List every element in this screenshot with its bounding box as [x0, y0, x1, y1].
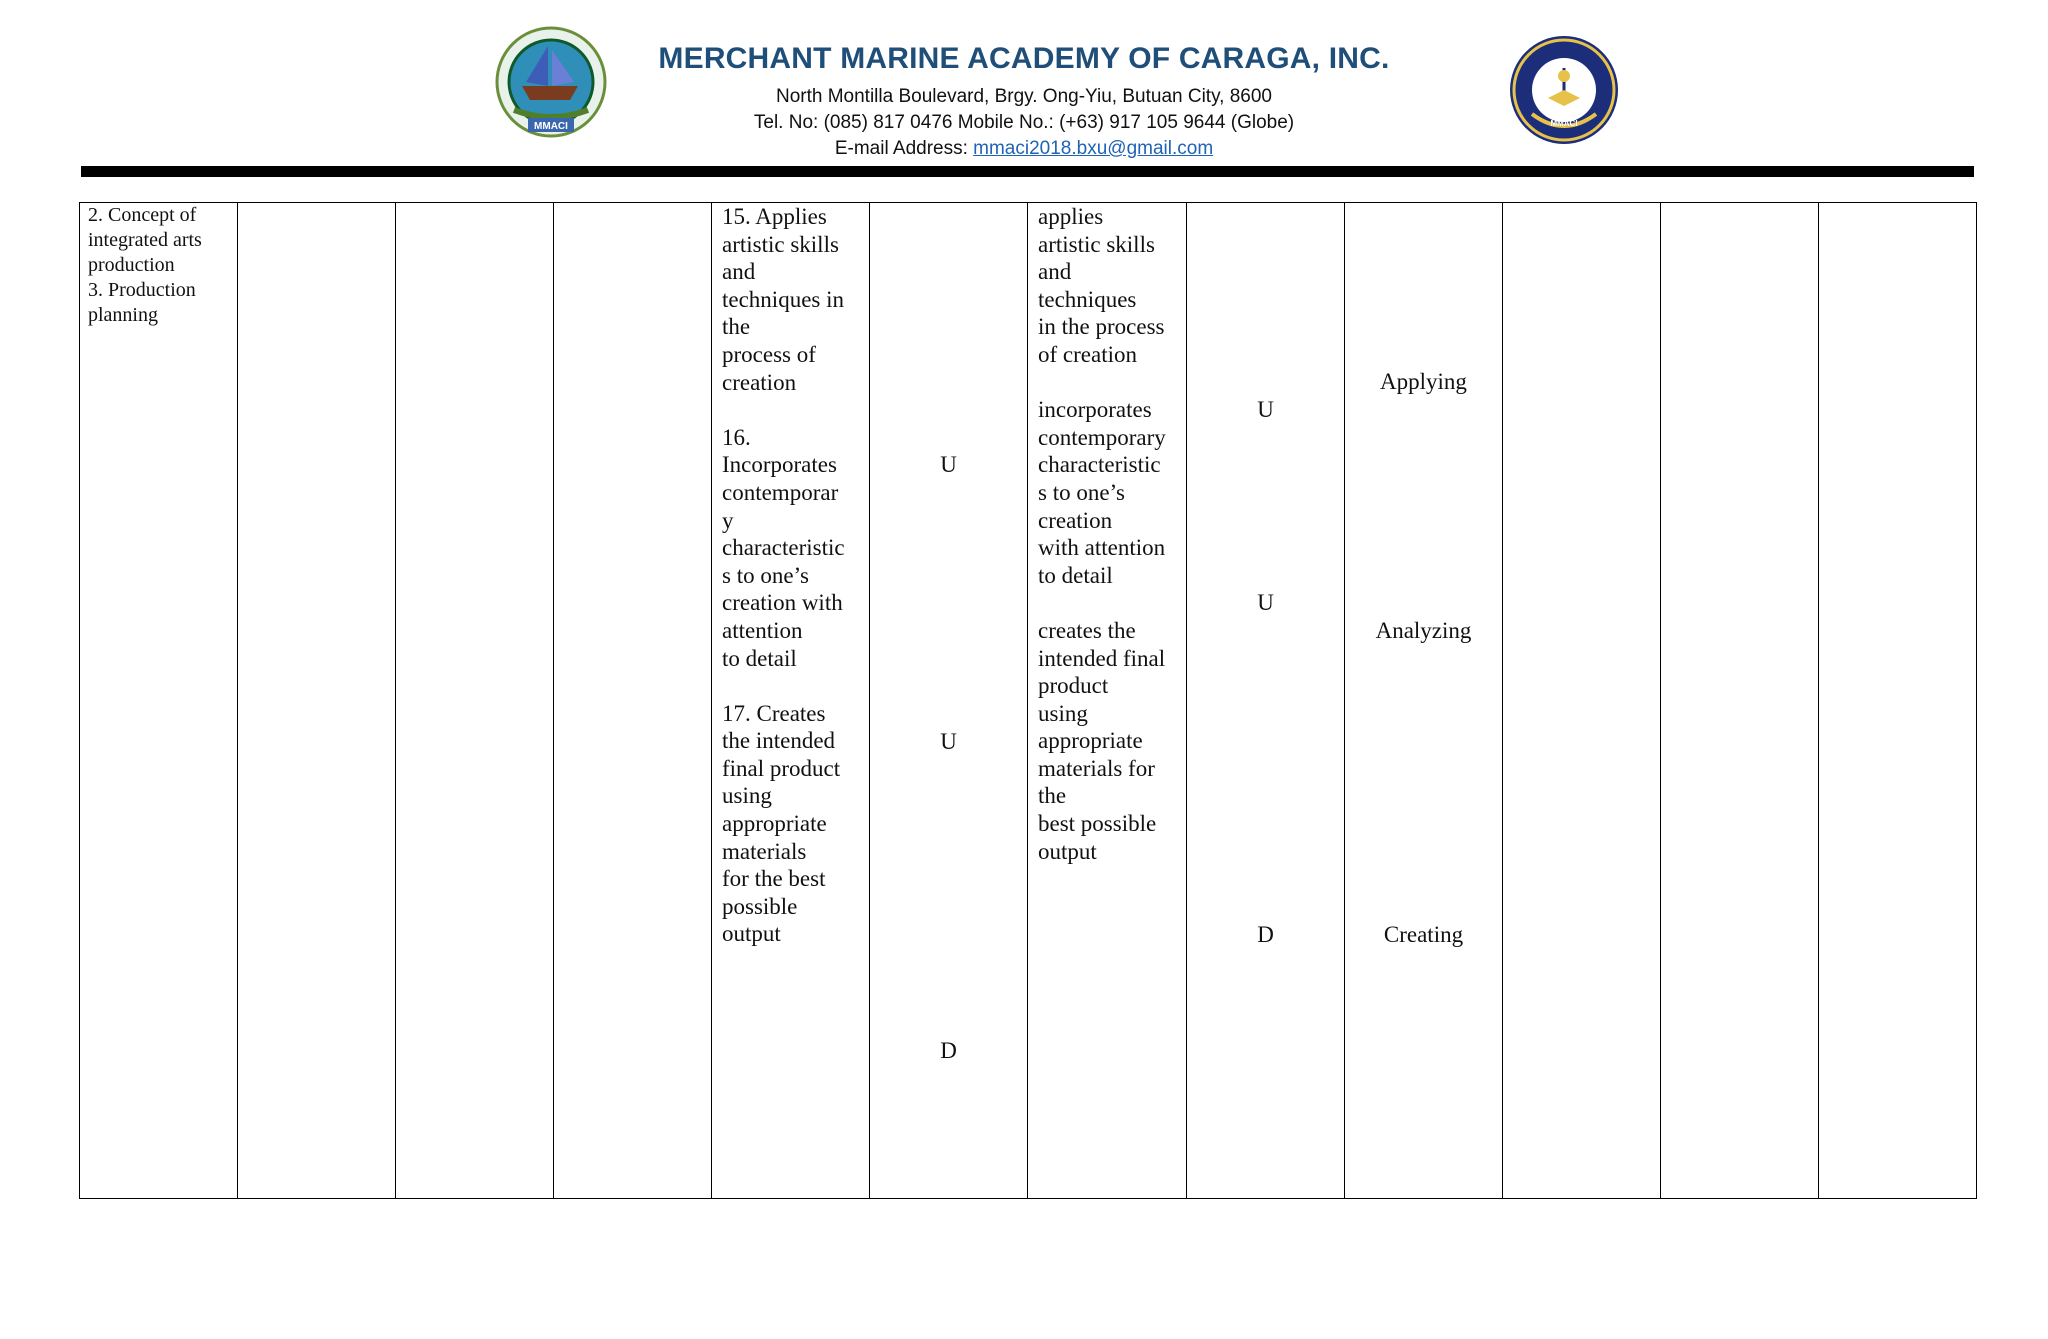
criteria-item	[1038, 617, 1176, 865]
school-email-line	[0, 138, 2048, 160]
competency-item-line: 17. Creates	[722, 700, 826, 726]
curriculum-table-wrapper	[79, 202, 1977, 1199]
curriculum-table	[79, 202, 1977, 1199]
cognitive-levels-cell	[1345, 203, 1503, 1199]
empty-cell	[396, 203, 554, 1199]
criteria-item-line: techniques	[1038, 286, 1137, 312]
criteria-item-line: artistic skills	[1038, 231, 1155, 257]
competency-mark: U	[940, 729, 957, 754]
competency-item-line: and	[722, 259, 756, 285]
empty-cell	[1661, 203, 1819, 1199]
competency-mark: D	[940, 1038, 957, 1063]
competency-item-line: techniques in	[722, 286, 844, 312]
criteria-item-line: intended final	[1038, 645, 1166, 671]
competency-item-line: creation	[722, 369, 797, 395]
criteria-cell	[1028, 203, 1187, 1199]
criteria-item-line: materials for	[1038, 755, 1155, 781]
competency-marks-cell	[870, 203, 1028, 1199]
criteria-item-line: using	[1038, 700, 1088, 726]
topic-line: integrated arts	[88, 229, 202, 251]
competency-item-line: the intended	[722, 728, 836, 754]
competencies-list	[712, 203, 869, 948]
competency-item	[722, 424, 859, 672]
email-label: E-mail Address:	[834, 138, 974, 159]
competency-item-line: to detail	[722, 645, 797, 671]
topic-line: planning	[88, 304, 158, 326]
criteria-mark: U	[1257, 397, 1274, 422]
criteria-item-line: applies	[1038, 204, 1104, 229]
empty-cell	[238, 203, 396, 1199]
cognitive-level: Applying	[1380, 369, 1467, 394]
criteria-item-line: with attention	[1038, 535, 1166, 561]
criteria-item-line: and	[1038, 259, 1072, 285]
criteria-list	[1028, 203, 1186, 865]
criteria-item-line: in the process	[1038, 314, 1165, 340]
competency-item-line: attention	[722, 617, 803, 643]
cognitive-level: Creating	[1383, 922, 1464, 947]
topic-line: 2. Concept of	[88, 204, 197, 226]
criteria-item-line: the	[1038, 783, 1067, 809]
competencies-cell	[712, 203, 870, 1199]
criteria-item-line: s to one’s	[1038, 479, 1125, 505]
criteria-item-line: of creation	[1038, 341, 1137, 367]
topic-line: 3. Production	[88, 279, 196, 301]
competency-item-line: process of	[722, 341, 816, 367]
empty-cell	[554, 203, 712, 1199]
competency-item-line: appropriate	[722, 811, 827, 837]
competency-item-line: creation with	[722, 590, 843, 616]
header-divider	[81, 166, 1974, 177]
competency-item-line: Incorporates	[722, 452, 837, 478]
criteria-item-line: characteristic	[1038, 452, 1161, 478]
criteria-item-line: incorporates	[1038, 397, 1152, 423]
topics-cell	[80, 203, 238, 1199]
competency-item-line: using	[722, 783, 772, 809]
criteria-item	[1038, 396, 1176, 589]
criteria-mark: U	[1257, 590, 1274, 615]
competency-item-line: the	[722, 314, 751, 340]
criteria-item-line: creates the	[1038, 617, 1136, 643]
competency-item-line: final product	[722, 755, 841, 781]
empty-cell	[1503, 203, 1661, 1199]
svg-text:MMACI: MMACI	[534, 121, 568, 132]
criteria-marks-cell	[1187, 203, 1345, 1199]
topic-line: production	[88, 254, 175, 276]
document-header	[0, 0, 2048, 180]
competency-item-line: 15. Applies	[722, 204, 827, 229]
competency-item-line: s to one’s	[722, 562, 809, 588]
competency-item-line: characteristic	[722, 535, 845, 561]
competency-item-line: materials	[722, 838, 807, 864]
competency-item-line: 16.	[722, 424, 751, 450]
competency-item-line: for the best	[722, 866, 826, 892]
empty-cell	[1819, 203, 1977, 1199]
school-phone: Tel. No: (085) 817 0476 Mobile No.: (+63) 917 105 9644 (Globe)	[753, 112, 1295, 133]
criteria-item-line: creation	[1038, 507, 1113, 533]
email-link[interactable]: mmaci2018.bxu@gmail.com	[973, 138, 1214, 159]
criteria-item-line: contemporary	[1038, 424, 1166, 450]
competency-mark: U	[940, 452, 957, 477]
criteria-item-line: appropriate	[1038, 728, 1143, 754]
competency-item-line: possible	[722, 893, 798, 919]
criteria-item-line: output	[1038, 838, 1097, 864]
svg-text:MMACI: MMACI	[1550, 119, 1578, 128]
school-name: MERCHANT MARINE ACADEMY OF CARAGA, INC.	[658, 42, 1390, 75]
table-row	[80, 203, 1977, 1199]
competency-item-line: artistic skills	[722, 231, 839, 257]
criteria-item-line: best possible	[1038, 811, 1157, 837]
cognitive-level: Analyzing	[1375, 618, 1472, 643]
criteria-item	[1038, 203, 1176, 369]
senior-high-school-logo	[1508, 34, 1620, 146]
school-address: North Montilla Boulevard, Brgy. Ong-Yiu, Butuan City, 8600	[775, 86, 1272, 107]
competency-item	[722, 700, 859, 948]
topics-list	[80, 203, 237, 328]
competency-item-line: y	[722, 507, 734, 533]
criteria-item-line: to detail	[1038, 562, 1113, 588]
competency-item	[722, 203, 859, 396]
criteria-item-line: product	[1038, 673, 1109, 699]
competency-item-line: output	[722, 921, 781, 947]
criteria-mark: D	[1257, 922, 1274, 947]
competency-item-line: contemporar	[722, 479, 839, 505]
